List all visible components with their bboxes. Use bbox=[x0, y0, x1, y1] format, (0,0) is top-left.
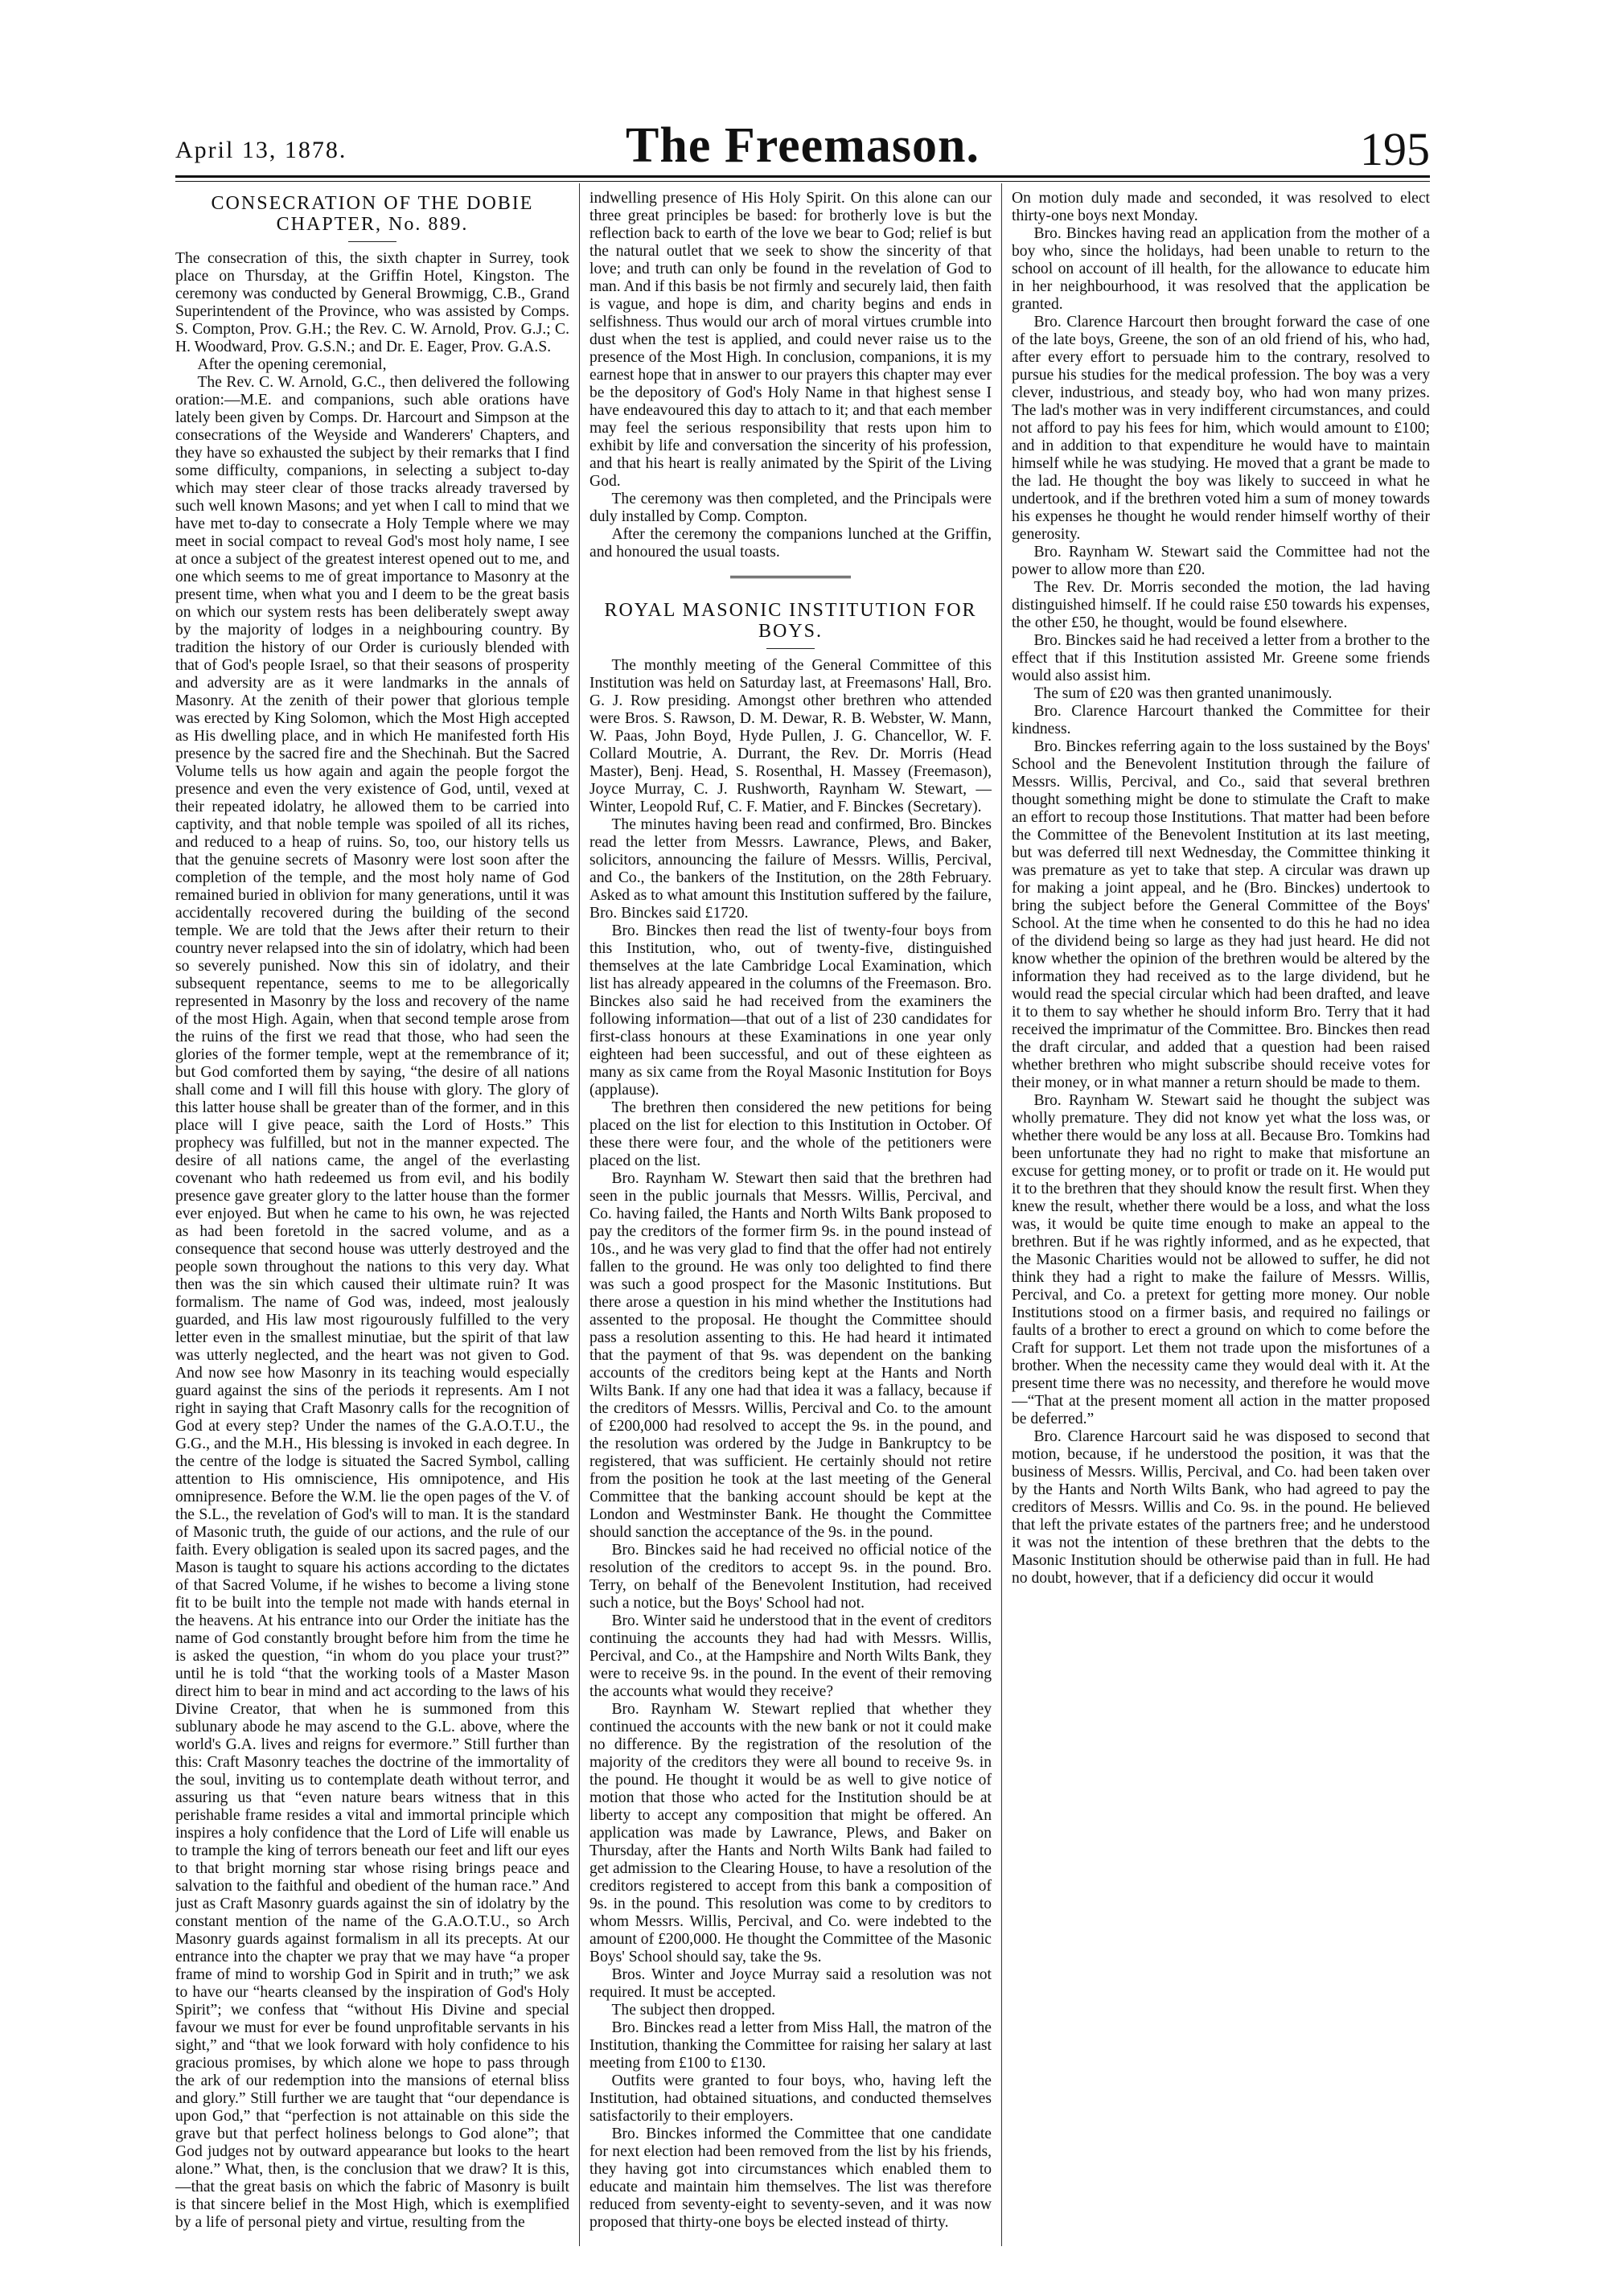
article-paragraph: indwelling presence of His Holy Spirit. On this alone can our three great principles be based: for brotherly love is but the reflection back to earth of the love we bear to God; relief is but the natural outlet that we seek to show the sincerity of that love; and truth can only be found in the revelation of God to man. And if this basis be not firmly and securely laid, then faith is vague, and hope is dim, and charity begins and ends in selfishness. Thus would our arch of moral virtues crumble into dust when the test is applied, and could never raise us to the presence of the Most High. In conclusion, companions, it is my earnest hope that in answer to our prayers this chapter may ever be the depository of God's Holy Name in that highest sense I have endeavoured this day to attach to it; and that each member may feel the serious responsibility that rests upon him to exhibit by life and conversation the sincerity of his profession, and that his heart is really animated by the Spirit of the Living God. bbox=[589, 190, 992, 490]
issue-date: April 13, 1878. bbox=[175, 137, 347, 163]
column-1 bbox=[175, 190, 569, 2249]
heading-rule bbox=[348, 241, 396, 242]
article-separator bbox=[730, 576, 851, 581]
article-paragraph: After the ceremony the companions lunched at the Griffin, and honoured the usual toasts. bbox=[589, 526, 992, 561]
article-paragraph: The minutes having been read and confirmed, Bro. Binckes read the letter from Messrs. Lawrance, Plews, and Baker, solicitors, announcing the failure of Messrs. Willis, Percival, and Co., the bankers of the Institution, on the 28th February. Asked as to what amount this Institution suffered by the failure, Bro. Binckes said £1720. bbox=[589, 816, 992, 922]
article-paragraph: The sum of £20 was then granted unanimously. bbox=[1033, 685, 1333, 702]
article-paragraph: On motion duly made and seconded, it was resolved to elect thirty-one boys next Monday. bbox=[1012, 190, 1430, 224]
newspaper-title: The Freemason. bbox=[626, 118, 980, 173]
article-paragraph: The Rev. Dr. Morris seconded the motion, the lad having distinguished himself. If he could raise £50 towards his expenses, the other £50, he thought, would be found elsewhere. bbox=[1012, 579, 1430, 631]
article-paragraph: Bro. Raynham W. Stewart said the Committee had not the power to allow more than £20. bbox=[1012, 544, 1430, 578]
article-paragraph: The monthly meeting of the General Committee of this Institution was held on Saturday last, at Freemasons' Hall, Bro. G. J. Row presiding. Amongst other brethren who attended were Bros. S. Rawson, D. M. Dewar, R. B. Webster, W. Mann, W. Paas, John Boyd, Hyde Pullen, J. G. Chancellor, W. F. Collard Moutrie, A. Durrant, the Rev. Dr. Morris (Head Master), Benj. Head, S. Rosenthal, H. Massey (Freemason), Joyce Murray, C. J. Rushworth, Raynham W. Stewart, — Winter, Leopold Ruf, C. F. Matier, and F. Binckes (Secretary). bbox=[589, 657, 992, 815]
article-heading-boys: ROYAL MASONIC INSTITUTION FOR BOYS. bbox=[604, 600, 977, 642]
column-divider bbox=[1001, 183, 1002, 2246]
article-paragraph: Bro. Raynham W. Stewart then said that the brethren had seen in the public journals that Messrs. Willis, Percival, and Co. having failed, the Hants and North Wilts Bank proposed to pay the creditors of the former firm 9s. in the pound instead of 10s., and he was very glad to find that the offer had not entirely fallen to the ground. He was only too delighted to find there was such a good prospect for the Masonic Institutions. But there arose a question in his mind whether the Institutions had assented to the proposal. He thought the Committee should pass a resolution assenting to this. He had heard it intimated that the payment of that 9s. was dependent on the banking accounts of the creditors being kept at the Hants and North Wilts Bank. If any one had that idea it was a fallacy, because if the creditors of Messrs. Willis, Percival and Co. to the amount of £200,000 had resolved to accept the 9s. in the pound, and the resolution was ordered by the Judge in Bankruptcy to be registered, that was sufficient. He certainly should not retire from the position he took at the last meeting of the General Committee that the banking account should be kept at the London and Westminster Bank. He thought the Committee should sanction the acceptance of the 9s. in the pound. bbox=[589, 1170, 992, 1541]
article-paragraph: Bro. Clarence Harcourt then brought forward the case of one of the late boys, Greene, the son of an old friend of his, who had, after every effort to persuade him to the contrary, resolved to pursue his studies for the medical profession. The boy was a very clever, industrious, and steady boy, who had won many prizes. The lad's mother was in very indifferent circumstances, and could not afford to pay his fees for him, which would amount to £100; and in addition to that expenditure he would have to maintain himself while he was studying. He moved that a grant be made to the lad. He thought the boy was likely to succeed in what he undertook, and if the brethren voted him a sum of money towards his expenses he thought he would render himself worthy of their generosity. bbox=[1012, 314, 1430, 543]
article-paragraph: Bro. Raynham W. Stewart replied that whether they continued the accounts with the new bank or not it could make no difference. By the registration of the resolution of the majority of the creditors they were all bound to receive 9s. in the pound. He thought it would be as well to give notice of motion that those who acted for the Institution should be at liberty to accept any composition that might be offered. An application was made by Lawrance, Plews, and Baker on Thursday, after the Hants and North Wilts Bank had failed to get admission to the Clearing House, to have a resolution of the creditors registered to accept from this bank a composition of 9s. in the pound. This resolution was come to by creditors to whom Messrs. Willis, Percival, and Co. were indebted to the amount of £200,000. He thought the Committee of the Masonic Boys' School should say, take the 9s. bbox=[589, 1701, 992, 1965]
article-paragraph: Bro. Binckes said he had received no official notice of the resolution of the creditors to accept 9s. in the pound. Bro. Terry, on behalf of the Benevolent Institution, had received such a notice, but the Boys' School had not. bbox=[589, 1542, 992, 1612]
article-paragraph: Bro. Binckes referring again to the loss sustained by the Boys' School and the Benevolent Institution through the failure of Messrs. Willis, Percival, and Co., said that several brethren thought something might be done to stimulate the Craft to make an effort to recoup those Institutions. That matter had been before the Committee of the Benevolent Institution at its last meeting, but was deferred till next Wednesday, the Committee thinking it was premature as yet to take that step. A circular was drawn up for making a joint appeal, and he (Bro. Binckes) undertook to bring the subject before the General Committee of the Boys' School. At the time when he consented to do this he had no idea of the dividend being so large as they had just heard. He did not know whether the opinion of the brethren would be altered by the information they had received as to the large dividend, but he would read the special circular which had been drafted, and leave it to them to say whether he should inform Bro. Terry that it had received the imprimatur of the Committee. Bro. Binckes then read the draft circular, and added that a question had been raised whether brethren who might subscribe should receive votes for their money, or in what manner a return should be made to them. bbox=[1012, 738, 1430, 1091]
column-2 bbox=[589, 190, 992, 2249]
article-paragraph: The Rev. C. W. Arnold, G.C., then delivered the following oration:—M.E. and companions, such able orations have lately been given by Comps. Dr. Harcourt and Simpson at the consecrations of the Weyside and Wanderers' Chapters, and they have so exhausted the subject by their remarks that I find some difficulty, companions, in selecting a subject to-day which may steer clear of those tracks already traversed by such well known Masons; and yet when I call to mind that we have met to-day to consecrate a Holy Temple where we may meet in social compact to reveal God's most holy name, I see at once a subject of the greatest interest opened out to me, and one which seems to me of great importance to Masonry at the present time, when what you and I deem to be the great basis on which our system rests has been deliberately swept away by the majority of lodges in a neighbouring country. By tradition the history of our Order is curiously blended with that of God's people Israel, so that their seasons of prosperity and adversity are as it were landmarks in the annals of Masonry. At the zenith of their power that glorious temple was erected by King Solomon, which the Most High accepted as His dwelling place, and in which He manifested forth His presence by the sacred fire and the Shechinah. But the Sacred Volume tells us how again and again the people forgot the presence and even the very existence of God, until, vexed at their repeated idolatry, he allowed them to be carried into captivity, and that noble temple was spoiled of all its riches, and reduced to a heap of ruins. So, too, our history tells us that the genuine secrets of Masonry were lost soon after the completion of the temple, and the most holy name of God remained buried in oblivion for many generations, until it was accidentally recovered during the building of the second temple. We are told that the Jews after their return to their country never relapsed into the sin of idolatry, which had been so severely punished. Now this sin of idolatry, and their subsequent repentance, seems to me to be allegorically represented in Masonry by the loss and recovery of the name of the most High. Again, when that second temple arose from the ruins of the first we read that those, who had seen the glories of the former temple, wept at the remembrance of it; but God comforted them by saying, “the desire of all nations shall come and I will fill this house with glory. The glory of this latter house shall be greater than of the former, and in this place will I give peace, saith the Lord of Hosts.” This prophecy was fulfilled, but not in the manner expected. The desire of all nations came, the angel of the everlasting covenant who hath redeemed us from evil, and his bodily presence gave greater glory to the latter house than the former ever enjoyed. But when he came to his own, he was rejected as had been foretold in the sacred volume, and as a consequence that second house was utterly destroyed and the people sown throughout the nations to this very day. What then was the sin which caused their ultimate ruin? It was formalism. The name of God was, indeed, most jealously guarded, and His law most rigourously fulfilled to the very letter even in the smallest minutiae, but the spirit of that law was utterly neglected, and the heart was not given to God. And now see how Masonry in its teaching would especially guard against the sins of the periods it represents. Am I not right in saying that Craft Masonry calls for the recognition of God at every step? Under the names of the G.A.O.T.U., the G.G., and the M.H., His blessing is invoked in each degree. In the centre of the lodge is situated the Sacred Symbol, calling attention to His omniscience, His omnipotence, and His omnipresence. Before the W.M. lie the open pages of the V. of the S.L., the revelation of God's will to man. It is the standard of Masonic truth, the guide of our actions, and the rule of our faith. Every obligation is sealed upon its sacred pages, and the Mason is taught to square his actions according to the dictates of that Sacred Volume, if he wishes to become a living stone fit to be built into the temple not made with hands eternal in the heavens. At his entrance into our Order the initiate has the name of God constantly brought before him from the time he is asked the question, “in whom do you place your trust?” until he is told “that the working tools of a Master Mason direct him to bear in mind and act according to the laws of his Divine Creator, that when he is summoned from this sublunary abode he may ascend to the G.L. above, where the world's G.A. lives and reigns for evermore.” Still further than this: Craft Masonry teaches the doctrine of the immortality of the soul, inviting us to contemplate death without terror, and assuring us that “even nature bears witness that in this perishable frame resides a vital and immortal principle which inspires a holy confidence that the Lord of Life will enable us to trample the king of terrors beneath our feet and lift our eyes to that bright morning star whose rising brings peace and salvation to the faithful and obedient of the human race.” And just as Craft Masonry guards against the sin of idolatry by the constant mention of the name of the G.A.O.T.U., so Arch Masonry guards against formalism in all its precepts. At our entrance into the chapter we pray that we may have “a proper frame of mind to worship God in Spirit and in truth;” we ask to have our “hearts cleansed by the inspiration of God's Holy Spirit”; we confess that “without His Divine and special favour we must for ever be found unprofitable servants in his sight,” and “that we look forward with holy confidence to his gracious promises, by which alone we hope to pass through the ark of our redemption into the mansions of eternal bliss and glory.” Still further we are taught that “our dependance is upon God,” that “perfection is not attainable on this side the grave but that perfect holiness belongs to God alone”; that God judges not by outward appearance but looks to the heart alone.” What, then, is the conclusion that we draw? It is this,—that the great basis on which the fabric of Masonry is built is that sincere belief in the Most High, which is exemplified by a life of personal piety and virtue, resulting from the bbox=[175, 374, 569, 2231]
article-heading-dobie: CONSECRATION OF THE DOBIE CHAPTER, No. 889. bbox=[211, 193, 534, 235]
article-paragraph: Bro. Winter said he understood that in the event of creditors continuing the accounts they had had with Messrs. Willis, Percival, and Co., at the Hampshire and North Wilts Bank, they were to receive 9s. in the pound. In the event of their removing the accounts what would they receive? bbox=[589, 1612, 992, 1700]
article-paragraph: The brethren then considered the new petitions for being placed on the list for election to this Institution in October. Of these there were four, and the whole of the petitioners were placed on the list. bbox=[589, 1099, 992, 1169]
article-paragraph: Bro. Clarence Harcourt thanked the Committee for their kindness. bbox=[1012, 703, 1430, 737]
article-paragraph: Bro. Clarence Harcourt said he was disposed to second that motion, because, if he understood the position, it was that the business of Messrs. Willis, Percival, and Co. had been taken over by the Hants and North Wilts Bank, who had agreed to pay the creditors of Messrs. Willis and Co. 9s. in the pound. He believed that left the private estates of the partners free; and he understood it was not the intention of these brethren that the debts to the Masonic Institution should be otherwise paid than in full. He had no doubt, however, that if a deficiency did occur it would bbox=[1012, 1428, 1430, 1587]
masthead bbox=[175, 118, 1430, 175]
article-paragraph: Bro. Binckes said he had received a letter from a brother to the effect that if this Institution assisted Mr. Greene some friends would also assist him. bbox=[1012, 632, 1430, 684]
column-3 bbox=[1012, 190, 1430, 2249]
article-paragraph: The consecration of this, the sixth chapter in Surrey, took place on Thursday, at the Griffin Hotel, Kingston. The ceremony was conducted by General Browmigg, C.B., Grand Superintendent of the Province, who was assisted by Comps. S. Compton, Prov. G.H.; the Rev. C. W. Arnold, Prov. G.J.; C. H. Woodward, Prov. G.S.N.; and Dr. E. Eager, Prov. G.A.S. bbox=[175, 250, 569, 355]
masthead-rule-thin bbox=[175, 181, 1430, 182]
article-paragraph: Bro. Binckes read a letter from Miss Hall, the matron of the Institution, thanking the Committee for raising her salary at last meeting from £100 to £130. bbox=[589, 2019, 992, 2072]
article-paragraph: Bro. Raynham W. Stewart said he thought the subject was wholly premature. They did not know yet what the loss was, or whether there would be any loss at all. Because Bro. Tomkins had been unfortunate they had no right to make that misfortune an excuse for getting money, or to profit or trade on it. He would put it to the brethren that they should know the result first. When they knew the result, whether there would be a loss, and what the loss was, it would be quite time enough to make an appeal to the brethren. But if he was rightly informed, and as he expected, that the Masonic Charities would not be allowed to suffer, he did not think they had a right to make the failure of Messrs. Willis, Percival, and Co. a pretext for getting more money. Our noble Institutions stood on a firmer basis, and required no failings or faults of a brother to erect a ground on which to come before the Craft for support. Let them not trade upon the misfortunes of a brother. When the necessity came they would deal with it. At the present time there was no necessity, and therefore he would move—“That at the present moment all action in the matter proposed be deferred.” bbox=[1012, 1092, 1430, 1427]
article-paragraph: The ceremony was then completed, and the Principals were duly installed by Comp. Compton. bbox=[589, 491, 992, 525]
article-paragraph: Bro. Binckes informed the Committee that one candidate for next election had been removed from the list by his friends, they having got into circumstances which enabled them to educate and maintain him themselves. The list was therefore reduced from seventy-eight to seventy-seven, and it was now proposed that thirty-one boys be elected instead of thirty. bbox=[589, 2126, 992, 2231]
article-paragraph: Bro. Binckes then read the list of twenty-four boys from this Institution, who, out of twenty-five, distinguished themselves at the late Cambridge Local Examination, which list has already appeared in the columns of the Freemason. Bro. Binckes also said he had received from the examiners the following information—that out of a list of 230 candidates for first-class honours at these Examinations in one year only eighteen had been successful, and out of these eighteen as many as six came from the Royal Masonic Institution for Boys (applause). bbox=[589, 922, 992, 1099]
article-paragraph: The subject then dropped. bbox=[611, 2002, 775, 2019]
column-divider bbox=[579, 183, 580, 2246]
article-paragraph: After the opening ceremonial, bbox=[197, 356, 387, 373]
article-paragraph: Outfits were granted to four boys, who, having left the Institution, had obtained situations, and conducted themselves satisfactorily to their employers. bbox=[589, 2072, 992, 2125]
page-number: 195 bbox=[1360, 123, 1430, 175]
article-paragraph: Bros. Winter and Joyce Murray said a resolution was not required. It must be accepted. bbox=[589, 1966, 992, 2001]
masthead-rule bbox=[175, 175, 1430, 178]
heading-rule bbox=[766, 648, 815, 649]
article-paragraph: Bro. Binckes having read an application from the mother of a boy who, since the holidays, had been unable to return to the school on account of ill health, for the allowance to educate him in her neighbourhood, it was resolved that the application be granted. bbox=[1012, 225, 1430, 313]
